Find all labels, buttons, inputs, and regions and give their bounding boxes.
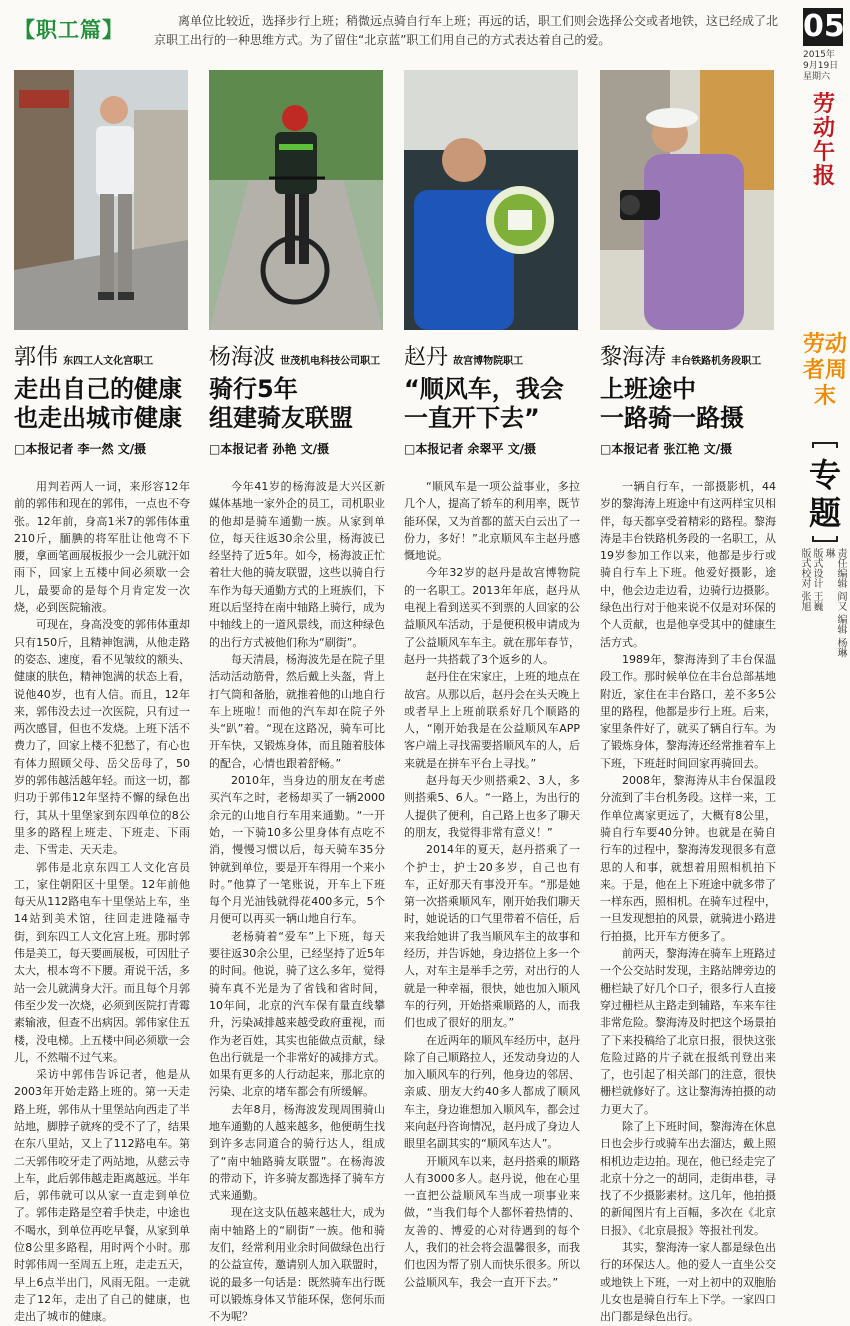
section-tag: 【职工篇】 bbox=[14, 18, 124, 42]
byline: □本报记者 孙艳 文/摄 bbox=[209, 442, 330, 456]
story-headline bbox=[14, 375, 194, 433]
paragraph: 2010年，当身边的朋友在考虑买汽车之时，老杨却买了一辆2000余元的山地自行车用来通勤。“一开始，一下骑10多公里身体有点吃不消，慢慢习惯以后，每天骑车35分钟就到单位，要是开车得用一个来小时。”他算了一笔账说，开车上下班每个月光油钱就得花400多元，5个月便可以再买一辆山地自行车。 bbox=[209, 774, 385, 926]
story-yang-haibo-person bbox=[209, 340, 380, 371]
photo-zhao-dan bbox=[404, 70, 578, 330]
paragraph: 可现在，身高没变的郭伟体重却只有150斤，且精神饱满，从他走路的姿态、速度，看不见皱纹的额头、健康的肤色，精神饱满的状态上看，说他40岁，也有人信。而且，12年来，郭伟没去过一次医院，只有过一两次感冒，但也不发烧。上班下活不费力了，回家上楼不犯愁了，有心也有体力照顾父母、岳父岳母了，50岁的郭伟越活越年轻。而这一切，都归功于郭伟12年坚持不懈的绿色出行，其从十里堡家到东四单位的8公里多的路程上班走、下班走、下雨走、下雪走、天天走。 bbox=[14, 618, 190, 857]
headline-line: 走出自己的健康 bbox=[14, 375, 182, 403]
date-day: 9月19日 bbox=[803, 61, 839, 71]
paragraph: 其实，黎海涛一家人都是绿色出行的环保达人。他的爱人一直坐公交或地铁上下班，一对上初中的双胞胎儿女也是骑自行车上下学。一家四口出门都是绿色出行。 bbox=[600, 1241, 776, 1324]
paragraph: “顺风车是一项公益事业，多拉几个人，提高了轿车的利用率，既节能环保，又为首都的蓝天白云出了一份力，多好！”北京顺风车主赵丹感慨地说。 bbox=[404, 480, 580, 563]
story-body bbox=[404, 478, 580, 1289]
photo-yang-haibo bbox=[209, 70, 383, 330]
date-year: 2015年 bbox=[803, 50, 835, 60]
story-body bbox=[209, 478, 385, 1324]
paragraph: 前两天，黎海涛在骑车上班路过一个公交站时发现，主路站牌旁边的栅栏缺了好几个口子，很多行人直接穿过栅栏从主路走到辅路，车来车往非常危险。黎海涛及时把这个场景拍了下来投稿给了北京日报，很快这张危险过路的片子就在报纸刊登出来了，也引起了相关部门的注意，很快栅栏就修好了。这让黎海涛拍摄的动力更大了。 bbox=[600, 947, 776, 1116]
paragraph: 除了上下班时间，黎海涛在休息日也会步行或骑车出去溜达，戴上照相机边走边拍。现在，他已经走完了北京十分之一的胡同，走街串巷，寻找了不少摄影素材。这几年，他拍摄的新闻图片有上百幅，多次在《北京日报》、《北京晨报》等报社刊发。 bbox=[600, 1119, 776, 1237]
story-body bbox=[14, 478, 190, 1324]
headline-line: “顺风车，我会 bbox=[404, 375, 564, 403]
paragraph: 郭伟是北京东四工人文化宫员工，家住朝阳区十里堡。12年前他每天从112路电车十里堡站上车，坐14站到美术馆，往回走进隆福寺街，到东四工人文化宫上班。那时郭伟是美工，每天要画展板，可因肚子太大，根本弯不下腰。甭说干活，多站一会儿就满身大汗。而且每个月郭伟至少发一次烧，必须到医院打青霉素输液，但查不出病因。郭伟家住五楼，没电梯。上五楼中间必须歇一会儿，不然喘不过气来。 bbox=[14, 860, 190, 1064]
headline-line: 也走出城市健康 bbox=[14, 404, 182, 432]
paragraph: 2008年，黎海涛从丰台保温段分流到了丰台机务段。这样一来，工作单位离家更远了，大概有8公里，骑自行车要40分钟。也就是在骑自行车的过程中，黎海涛发现很多有意思的人和事，就想着用照相机拍下来。于是，他在上下班途中就多带了一样东西，照相机。在骑车过程中，一旦发现想拍的风景，就骑进小路进行拍摄，比开车方便多了。 bbox=[600, 774, 776, 943]
paragraph: 采访中郭伟告诉记者，他是从2003年开始走路上班的。第一天走路上班，郭伟从十里堡站向西走了半站地，脚脖子就疼的受不了了，结果在东八里站，又上了112路电车。第二天郭伟咬牙走了两站地，从慈云寺上车，此后郭伟越走距离越远。半年后，郭伟就可以从家一直走到单位了。郭伟走路是空着手快走，中途也不喝水，到单位再吃早餐，从家到单位8公里多路程，用时两个小时。那时郭伟周一至周五上班，走走五天，早上6点半出门，风雨无阻。一走就走了12年，走出了自己的健康，也走出了城市的健康。 bbox=[14, 1068, 190, 1324]
editor-credits bbox=[798, 548, 846, 658]
byline: □本报记者 余翠平 文/摄 bbox=[404, 442, 537, 456]
paragraph: 今年41岁的杨海波是大兴区新媒体基地一家外企的员工，司机职业的他却是骑车通勤一族。从家到单位，每天往返30余公里，杨海波已经坚持了近5年。如今，杨海波正忙着壮大他的骑友联盟，这些以骑自行车作为每天通勤方式的上班族们，下班以后坚持在南中轴路上骑行，成为中轴线上的一道风景线，而这种绿色的出行方式被他们称为“刷街”。 bbox=[209, 480, 385, 649]
person-name: 赵丹 bbox=[404, 345, 449, 370]
paragraph: 在近两年的顺风车经历中，赵丹除了自己顺路拉人，还发动身边的人加入顺风车的行列，他身边的邻居、亲戚、朋友大约40多人都成了顺风车主，身边谁想加入顺风车，都会过来向赵丹咨询情况，赵丹成了身边人眼里名副其实的“顺风车达人”。 bbox=[404, 1033, 580, 1151]
photo-photographer bbox=[600, 70, 774, 330]
photo-walking-man bbox=[14, 70, 188, 330]
person-name: 杨海波 bbox=[209, 345, 276, 370]
paragraph: 开顺风车以来，赵丹搭乘的顺路人有3000多人。赵丹说，他在心里一直把公益顺风车当成一项事业来做，“当我们每个人都怀着热情的、友善的、博爱的心对待遇到的每个人，我们的社会将会温馨很多，而我们也因为帮了别人而快乐很多。所以公益顺风车，我会一直开下去。” bbox=[404, 1154, 580, 1289]
credit-design: 版式设计 王巍 bbox=[811, 548, 822, 612]
person-org: 丰台铁路机务段职工 bbox=[671, 356, 762, 367]
credit-editor: 责任编辑 阎又 编辑 杨琳琳 bbox=[823, 548, 846, 658]
paragraph: 现在这支队伍越来越壮大，成为南中轴路上的“刷街”一族。他和骑友们，经常利用业余时间做绿色出行的公益宣传，邀请别人加入联盟时，说的最多一句话是：既然骑车出行既可以锻炼身体又节能环保，您何乐而不为呢？ bbox=[209, 1206, 385, 1324]
paragraph: 用判若两人一词，来形容12年前的郭伟和现在的郭伟，一点也不夸张。12年前，身高1米7的郭伟体重210斤，腼腆的将军肚让他弯不下腰，拿画笔画展板报少一会儿就汗如雨下，回家上五楼中间必须歇一会儿，最要命的是每个月肯定发一次烧，必到医院输液。 bbox=[14, 480, 190, 615]
photo-li-haitao bbox=[600, 70, 774, 330]
column-name: 劳动者周末 bbox=[803, 332, 848, 409]
photo-guo-wei bbox=[14, 70, 188, 330]
paragraph: 1989年，黎海涛到了丰台保温段工作。那时候单位在丰台总部基地附近，家住在丰台路口，差不多5公里的路程，他都是步行上班。后来，家里条件好了，就买了辆自行车。为了锻炼身体，黎海涛还经常推着车上下班，下班赶时间回家再骑回去。 bbox=[600, 652, 776, 770]
paragraph: 一辆自行车，一部摄影机，44岁的黎海涛上班途中有这两样宝贝相伴，每天都享受着精彩的路程。黎海涛是丰台铁路机务段的一名职工，从19岁参加工作以来，他都是步行或骑自行车上下班。他爱好摄影，途中，他会边走边看，边骑行边摄影。绿色出行对于他来说不仅是对环保的个人贡献，也是他享受其中的健康生活方式。 bbox=[600, 480, 776, 649]
intro-text: 离单位比较近，选择步行上班；稍微远点骑自行车上班；再远的话，职工们则会选择公交或者地铁，这已经成了北京职工出行的一种思维方式。为了留住“北京蓝”职工们用自己的方式表达着自己的爱。 bbox=[154, 14, 779, 47]
person-name: 郭伟 bbox=[14, 345, 59, 370]
paragraph: 赵丹住在宋家庄，上班的地点在故宫。从那以后，赵丹会在头天晚上或者早上上班前联系好几个顺路的人，“刚开始我是在公益顺风车APP客户端上寻找需要搭顺风车的人，后来就是在拼车平台上寻找。” bbox=[404, 670, 580, 770]
person-org: 世茂机电科技公司职工 bbox=[280, 356, 381, 367]
headline-line: 骑行5年 bbox=[209, 375, 298, 403]
story-headline bbox=[209, 375, 389, 433]
publication-date bbox=[803, 50, 847, 83]
paragraph: 去年8月，杨海波发现周围骑山地车通勤的人越来越多，他便萌生找到许多志同道合的骑行达人，组成了“南中轴路骑友联盟”。在杨海波的带动下，许多骑友都选择了骑车方式来通勤。 bbox=[209, 1102, 385, 1203]
story-headline bbox=[600, 375, 780, 433]
credit-proof: 版式校对 张旭 bbox=[799, 548, 810, 612]
date-weekday: 星期六 bbox=[803, 72, 831, 82]
photo-driver bbox=[404, 70, 578, 330]
paragraph: 每天清晨，杨海波先是在院子里活动活动筋骨，然后戴上头盔，背上打气筒和备胎，就推着他的山地自行车上班啦！而他的汽车却在院子外头“趴”着。“现在这路况，骑车可比开车快，又锻炼身体，而且随着肢体的配合，心情也跟着舒畅。” bbox=[209, 652, 385, 770]
headline-line: 一直开下去” bbox=[404, 404, 540, 432]
headline-line: 一路骑一路摄 bbox=[600, 404, 744, 432]
headline-line: 组建骑友联盟 bbox=[209, 404, 353, 432]
story-li-haitao-person bbox=[600, 340, 761, 371]
paragraph: 今年32岁的赵丹是故宫博物院的一名职工。2013年年底，赵丹从电视上看到送买不到票的人回家的公益顺风车活动，于是便积极申请成为了公益顺风车车主。就在那年春节，赵丹一共搭载了3个返乡的人。 bbox=[404, 566, 580, 666]
byline: □本报记者 张江艳 文/摄 bbox=[600, 442, 733, 456]
byline: □本报记者 李一然 文/摄 bbox=[14, 442, 147, 456]
bracket-bottom bbox=[812, 536, 838, 542]
bracket-top bbox=[812, 442, 838, 448]
paragraph: 老杨骑着“爱车”上下班，每天要往返30余公里，已经坚持了近5年的时间。他说，骑了这么多年，觉得骑车真不光是为了省钱和省时间，10年间，北京的汽车保有量直线攀升，污染减排越来越受政府重视，而作为老百姓，其实也能做点贡献，绿色出行就是一个非常好的减排方式。如果有更多的人行动起来，那北京的污染、北京的堵车都会有所缓解。 bbox=[209, 929, 385, 1099]
story-body bbox=[600, 478, 776, 1324]
headline-line: 上班途中 bbox=[600, 375, 696, 403]
newspaper-masthead: 劳动午报 bbox=[812, 91, 835, 189]
page-number: 05 bbox=[803, 9, 845, 44]
story-guo-wei-person bbox=[14, 340, 153, 371]
story-headline bbox=[404, 375, 584, 433]
special-label: 专题 bbox=[808, 456, 841, 532]
person-org: 东四工人文化宫职工 bbox=[63, 356, 154, 367]
paragraph: 赵丹每天少则搭乘2、3人，多则搭乘5、6人。“一路上，为出行的人提供了便利，自己路上也多了聊天的朋友，我觉得非常有意义！” bbox=[404, 774, 580, 839]
photo-cyclist bbox=[209, 70, 383, 330]
person-org: 故宫博物院职工 bbox=[453, 356, 524, 367]
person-name: 黎海涛 bbox=[600, 345, 667, 370]
story-zhao-dan-person bbox=[404, 340, 523, 371]
paragraph: 2014年的夏天，赵丹搭乘了一个护士，护士20多岁，自己也有车，正好那天有事没开车。“那是她第一次搭乘顺风车，刚开始我们聊天时，她说话的口气里带着不信任，后来我给她讲了我当顺风车主的故事和经历，并告诉她，身边搭位上多一个人，对车主是举手之劳，对出行的人就是一种幸福，很快，她也加入顺风车的行列，开始搭乘顺路的人，而我们也成了很好的朋友。” bbox=[404, 843, 580, 1030]
